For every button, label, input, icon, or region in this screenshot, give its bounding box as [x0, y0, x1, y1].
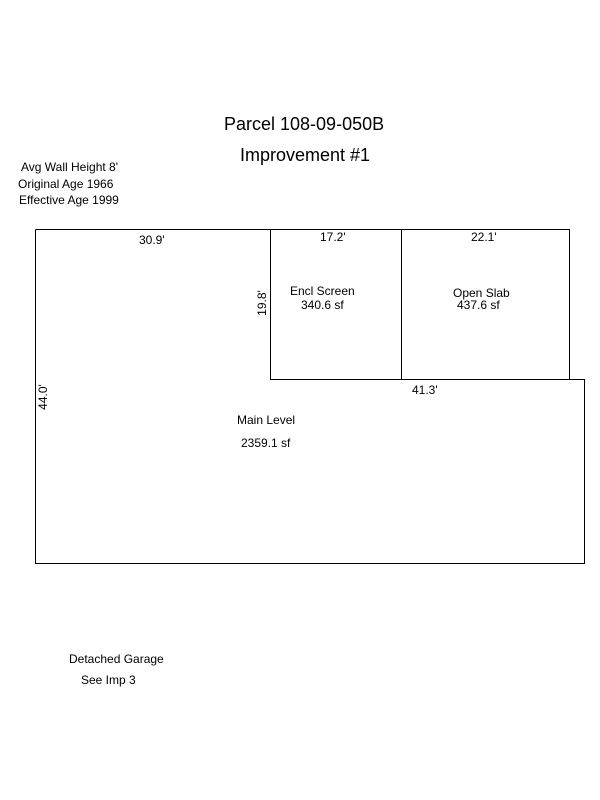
encl-screen-area: 340.6 sf	[301, 298, 344, 312]
dim-encl-side: 19.8'	[255, 290, 269, 316]
detached-garage-note: Detached Garage	[69, 652, 164, 666]
main-level-outline	[36, 230, 585, 564]
dim-slab-top: 22.1'	[471, 230, 497, 244]
encl-screen-name: Encl Screen	[290, 284, 355, 298]
main-level-name: Main Level	[237, 413, 296, 427]
dim-encl-top: 17.2'	[320, 230, 346, 244]
see-imp-note: See Imp 3	[81, 673, 136, 687]
parcel-title: Parcel 108-09-050B	[224, 114, 385, 134]
effective-age: Effective Age 1999	[19, 193, 119, 207]
improvement-title: Improvement #1	[240, 145, 371, 165]
dim-main-left: 44.0'	[36, 384, 50, 410]
avg-wall-height: Avg Wall Height 8'	[21, 160, 119, 174]
open-slab-name: Open Slab	[453, 286, 510, 300]
main-level-area: 2359.1 sf	[241, 436, 291, 450]
dim-main-right-top: 41.3'	[412, 383, 438, 397]
open-slab-area: 437.6 sf	[457, 298, 500, 312]
dim-main-top: 30.9'	[139, 233, 165, 247]
original-age: Original Age 1966	[18, 177, 114, 191]
